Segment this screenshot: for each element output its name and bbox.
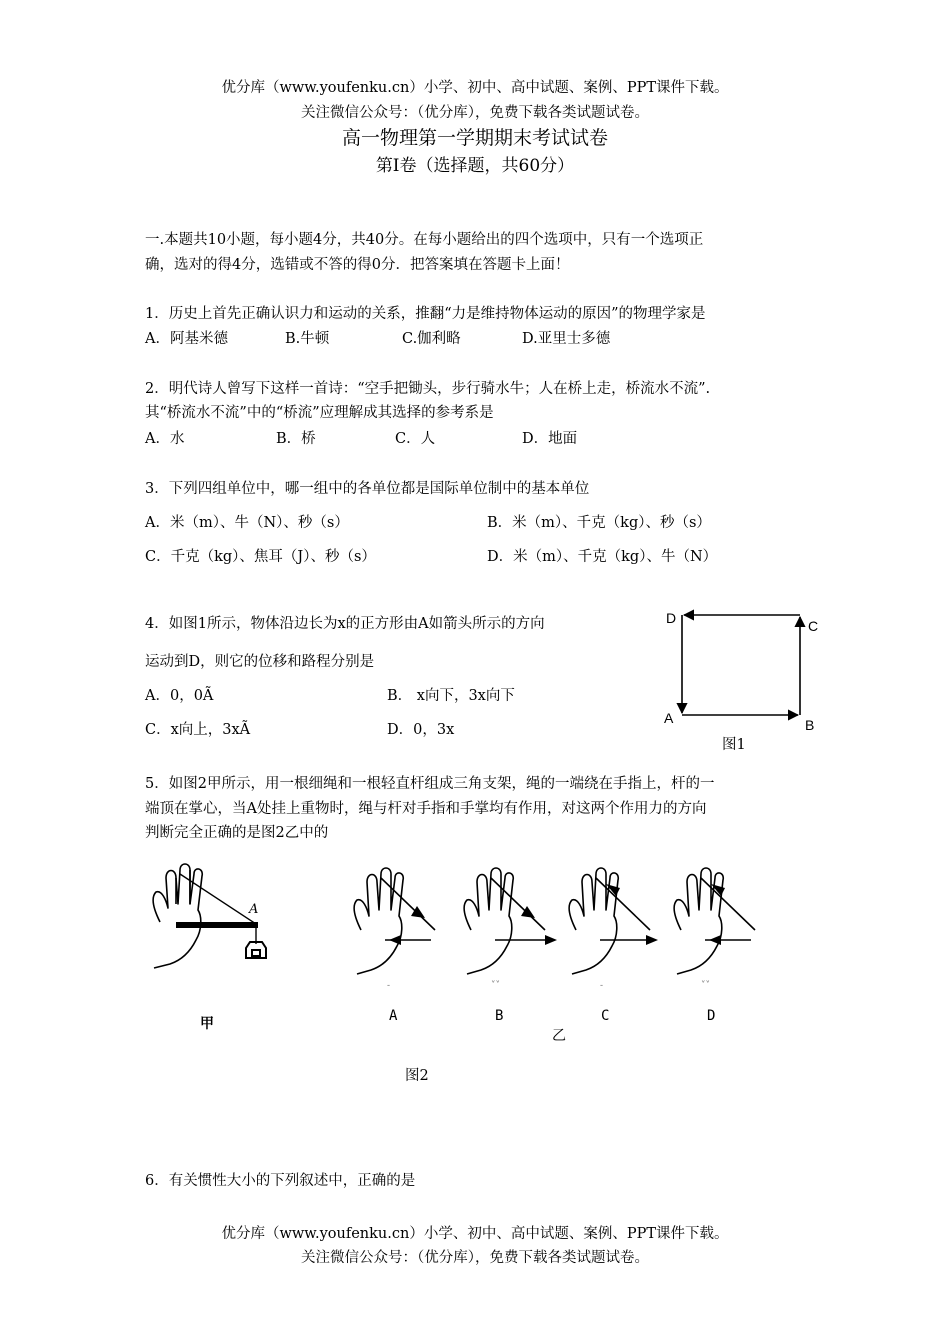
fig2-label-jia: 甲: [200, 1016, 214, 1032]
figure-2-option-c: [560, 860, 660, 990]
hand-icon: [674, 868, 723, 974]
q1-option-d: D.亚里士多德: [522, 331, 611, 347]
weight-icon: [246, 942, 266, 958]
q1-stem: 1．历史上首先正确认识力和运动的关系，推翻“力是维持物体运动的原因”的物理学家是: [145, 306, 706, 322]
q5-stem-3: 判断完全正确的是图2乙中的: [145, 825, 329, 841]
q2-option-d: D．地面: [522, 431, 578, 447]
fig2-label-a: A: [389, 1008, 398, 1024]
q4-stem-1: 4．如图1所示，物体沿边长为x的正方形由A如箭头所示的方向: [145, 616, 545, 632]
fig1-label-d: D: [666, 610, 677, 626]
q1-option-c: C.伽利略: [402, 331, 461, 347]
q1-option-a: A．阿基米德: [145, 331, 228, 347]
figure-2-option-a: [345, 860, 445, 990]
q4-option-c: C．x向上，3xÃ: [145, 722, 251, 738]
q3-option-a: A．米（m）、牛（N）、秒（s）: [145, 515, 349, 531]
figure-2-jia: [140, 860, 280, 980]
header-line-1: 优分库（www.youfenku.cn）小学、初中、高中试题、案例、PPT课件下载。: [221, 80, 729, 96]
q4-option-b: B． x向下，3x向下: [387, 688, 515, 704]
hand-icon: [569, 868, 618, 974]
section-instructions-2: 确，选对的得4分，选错或不答的得0分．把答案填在答题卡上面！: [145, 257, 570, 273]
fig1-label-b: B: [805, 717, 815, 733]
fig2-label-d: D: [707, 1008, 716, 1024]
hand-icon: [464, 868, 513, 974]
svg-text:-: -: [387, 981, 391, 991]
q2-stem-2: 其“桥流水不流”中的“桥流”应理解成其选择的参考系是: [145, 405, 494, 421]
q5-stem-1: 5．如图2甲所示，用一根细绳和一根轻直杆组成三角支架，绳的一端绕在手指上，杆的一: [145, 776, 715, 792]
footer-line-2: 关注微信公众号：（优分库），免费下载各类试题试卷。: [301, 1250, 649, 1266]
q2-option-b: B．桥: [276, 431, 316, 447]
fig2-label-b: B: [495, 1008, 504, 1024]
fig2-caption: 图2: [405, 1068, 429, 1084]
page-subtitle: 第Ⅰ卷（选择题，共60分）: [375, 156, 575, 176]
q3-option-d: D．米（m）、千克（kg）、牛（N）: [487, 549, 718, 565]
rod: [176, 922, 258, 928]
section-instructions-1: 一.本题共10小题，每小题4分，共40分。在每小题给出的四个选项中，只有一个选项正: [145, 232, 704, 248]
fig2-label-c: C: [601, 1008, 610, 1024]
q3-option-c: C．千克（kg）、焦耳（J）、秒（s）: [145, 549, 376, 565]
svg-text:˅˅: ˅˅: [701, 981, 710, 991]
figure-2-option-b: [455, 860, 555, 990]
q1-option-b: B.牛顿: [285, 331, 330, 347]
svg-text:˅˅: ˅˅: [491, 981, 500, 991]
fig1-label-a: A: [664, 710, 674, 726]
q4-stem-2: 运动到D，则它的位移和路程分别是: [145, 654, 375, 670]
page-title: 高一物理第一学期期末考试试卷: [341, 127, 608, 149]
q3-stem: 3．下列四组单位中，哪一组中的各单位都是国际单位制中的基本单位: [145, 481, 590, 497]
q4-option-a: A．0，0Ã: [145, 688, 214, 704]
q2-option-c: C．人: [395, 431, 436, 447]
q5-stem-2: 端顶在掌心，当A处挂上重物时，绳与杆对手指和手掌均有作用，对这两个作用力的方向: [145, 801, 707, 817]
footer-line-1: 优分库（www.youfenku.cn）小学、初中、高中试题、案例、PPT课件下载。: [221, 1226, 729, 1242]
fig2-label-yi: 乙: [552, 1028, 566, 1044]
q4-option-d: D．0，3x: [387, 722, 455, 738]
fig2-point-a-label: A: [249, 902, 259, 917]
q6-stem: 6．有关惯性大小的下列叙述中，正确的是: [145, 1173, 416, 1189]
hand-icon: [153, 864, 202, 968]
q3-option-b: B．米（m）、千克（kg）、秒（s）: [487, 515, 711, 531]
q2-stem-1: 2．明代诗人曾写下这样一首诗：“空手把锄头，步行骑水牛；人在桥上走，桥流水不流”.: [145, 381, 711, 397]
fig1-label-c: C: [808, 618, 819, 634]
fig1-caption: 图1: [722, 737, 746, 753]
q2-option-a: A．水: [145, 431, 185, 447]
svg-text:-: -: [600, 981, 604, 991]
header-line-2: 关注微信公众号：（优分库），免费下载各类试题试卷。: [301, 105, 649, 121]
figure-2-option-d: [665, 860, 765, 990]
hand-icon: [354, 868, 403, 974]
